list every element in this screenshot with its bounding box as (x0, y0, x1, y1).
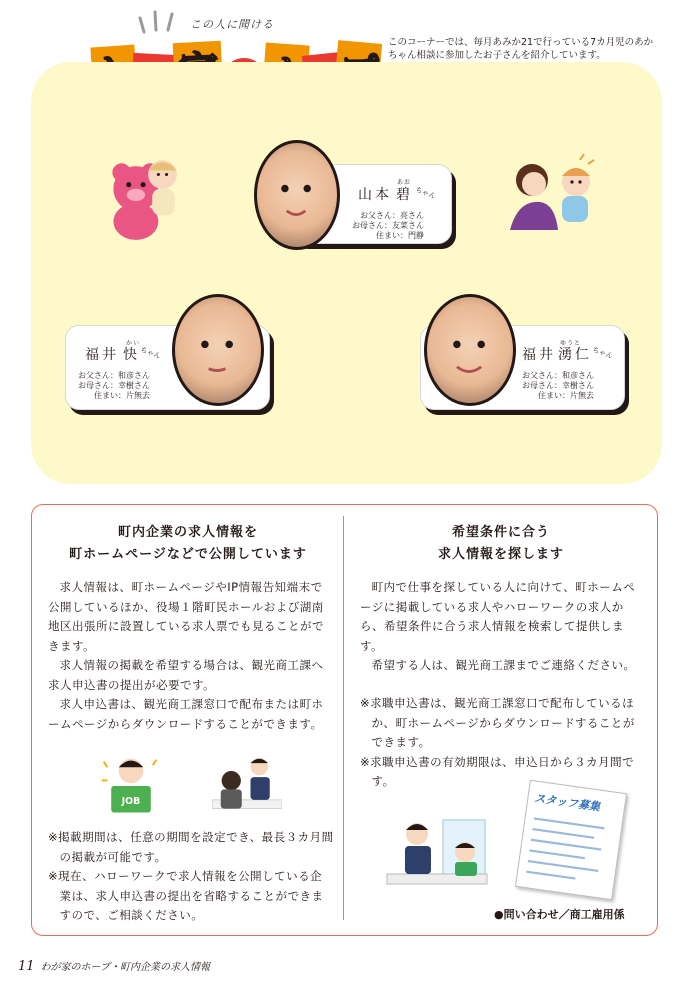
staff-recruitment-poster (515, 780, 627, 901)
baby-given-name-1: 碧 (396, 187, 413, 203)
baby-family-name-2: 福井 (85, 347, 119, 363)
page-number: 11 (18, 959, 35, 974)
baby-photo-2 (172, 294, 264, 406)
baby-photo-1 (254, 140, 340, 250)
poster-heading: スタッフ募集 (533, 791, 601, 814)
teddy-bear-baby-illustration (95, 152, 187, 244)
baby-family-name-1: 山本 (358, 187, 392, 203)
job-book-label: JOB (121, 795, 141, 807)
baby-face-icon (257, 143, 337, 247)
baby-suffix-1: ちゃん (414, 185, 437, 201)
page-footer (18, 958, 210, 974)
mother-baby-illustration (500, 150, 600, 240)
left-column-notes: ※掲載期間は、任意の期間を設定でき、最長３カ月間の掲載が可能です。 ※現在、ハローワークで求人情報を公開している企業は、求人申込書の提出を省略することができますので、ご相談ください。 (48, 830, 334, 922)
baby-face-icon (427, 297, 513, 403)
baby-given-name-3: 湧仁 (558, 347, 592, 363)
baby-family-name-3: 福井 (522, 347, 556, 363)
baby-face-icon (175, 297, 261, 403)
left-column-title: 町内企業の求人情報を 町ホームページなどで公開しています (69, 525, 307, 562)
contact-info: ●問い合わせ／商工雇用係 (494, 908, 625, 921)
baby-panel (31, 62, 662, 484)
poster-lines-icon (520, 811, 616, 898)
baby-parents-2: お父さん：和彦さん お母さん：幸樹さん 住まい：片無去 (78, 371, 150, 400)
header-tagline: この人に聞ける (190, 18, 274, 31)
job-counseling-illustration (386, 818, 488, 898)
baby-ruby-2: かい (126, 340, 141, 347)
column-divider (343, 516, 344, 920)
right-column-notes: ※求職申込書は、観光商工課窓口で配布しているほか、町ホームページからダウンロードすることができます。 ※求職申込書の有効期限は、申込日から３カ月間です。 (360, 696, 635, 788)
baby-suffix-2: ちゃん (139, 345, 162, 361)
job-seeker-reading-illustration (98, 754, 164, 820)
baby-parents-1: お父さん：亮さん お母さん：友菜さん 住まい：門静 (352, 211, 424, 240)
interview-illustration (212, 752, 282, 818)
right-column-title: 希望条件に合う 求人情報を探します (437, 525, 564, 562)
baby-photo-3 (424, 294, 516, 406)
baby-ruby-3: ゆうと (560, 340, 582, 347)
intro-text: このコーナーでは、毎月あみか21で行っている7カ月児のあかちゃん相談に参加したお子さんを紹介しています。 (388, 37, 654, 61)
right-column-body: 町内で仕事を探している人に向けて、町ホームページに掲載している求人やハローワークの求人から、希望条件に合う求人情報を検索して提供します。 希望する人は、観光商工課までご連絡ください。 (360, 580, 636, 672)
baby-ruby-1: あお (397, 179, 412, 186)
footer-text: わが家のホープ・町内企業の求人情報 (40, 962, 211, 973)
left-column-body: 求人情報は、町ホームページやIP情報告知端末で公開しているほか、役場１階町民ホールおよび湖南地区出張所に設置している求人票でも見ることができます。 求人情報の掲載を希望する場合は、観光商工課へ求人申込書の提出が必要です。 求人申込書は、観光商工課窓口で配布または町ホームページからダウンロードすることができます。 (48, 580, 324, 731)
baby-given-name-2: 快 (123, 347, 140, 363)
baby-parents-3: お父さん：和彦さん お母さん：幸樹さん 住まい：片無去 (522, 371, 594, 400)
baby-suffix-3: ちゃん (591, 345, 614, 361)
